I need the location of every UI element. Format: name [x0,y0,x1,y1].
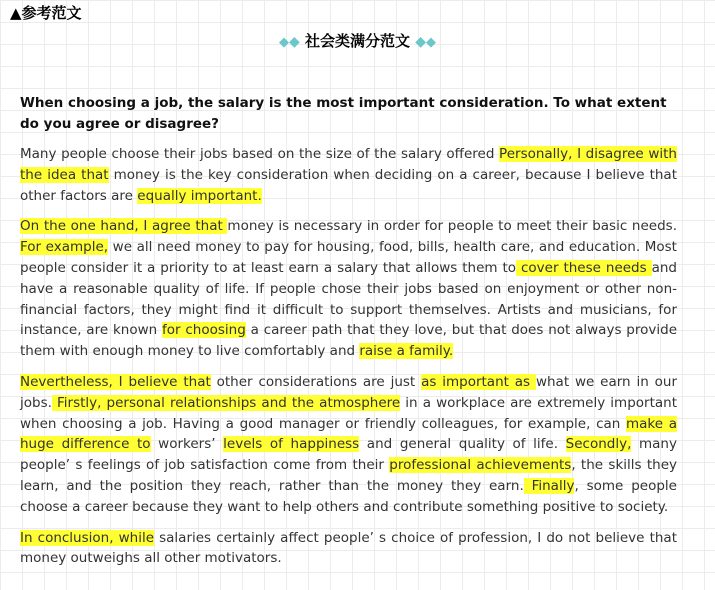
essay-paragraph [20,528,677,570]
highlighted-phrase: for choosing [162,322,246,339]
text-run: other considerations are just [210,373,422,390]
text-run: many people’ s feelings of job satisfaction come from their [20,436,677,474]
highlighted-phrase: Secondly, [565,436,632,453]
essay-paragraph [20,372,677,518]
essay-body [20,144,677,569]
text-run: we all need money to pay for housing, food, bills, health care, and education. Most people consider it a priority to at least earn a salary that allows them to [20,239,677,276]
highlighted-phrase: Finally [523,477,575,494]
highlighted-phrase: cover these needs [516,259,652,276]
text-run: and have a reasonable quality of life. If people chose their jobs based on enjoyment or other non-financial factors, they might find it difficult to support themselves. Artists and musicians, for instance, are known [20,259,677,339]
text-run: Many people choose their jobs based on the size of the salary offered [20,146,500,162]
text-run: and general quality of life. [359,436,566,453]
highlighted-phrase: equally important. [137,187,262,204]
text-run: what we earn in our jobs. [20,373,677,411]
essay-paragraph [20,216,677,362]
diamond-left-icon: ◆◆ [278,34,300,50]
highlighted-phrase: On the one hand, I agree that [20,218,228,235]
essay-paragraph [20,144,677,206]
text-run: , the skills they learn, and the position they reach, rather than the money they earn. [20,457,678,494]
highlighted-phrase: Nevertheless, I believe that [20,373,211,390]
diamond-right-icon: ◆◆ [415,34,437,50]
text-run: money is the key consideration when deciding on a career, because I believe that other factors are [20,166,677,204]
highlighted-phrase: In conclusion, while [20,529,155,546]
highlighted-phrase: For example, [20,239,109,256]
text-run: money is necessary in order for people to meet their basic needs. [227,218,677,235]
highlighted-phrase: raise a family. [359,343,454,360]
highlighted-phrase: levels of happiness [223,436,360,453]
essay-question: When choosing a job, the salary is the most important consideration. To what extent do you agree or disagree? [20,95,667,132]
text-run: a career path that they love, but that does not always provide them with enough money to live comfortably and [20,322,677,360]
text-run: salaries certainly affect people’ s choice of profession, I do not believe that money outweighs all other motivators. [20,529,677,567]
highlighted-phrase: as important as [421,373,536,390]
text-run: workers’ [150,436,224,453]
banner [0,30,715,51]
text-run: in a workplace are extremely important when choosing a job. Having a good manager or friendly colleagues, for example, can [20,394,677,432]
section-label: ▲参考范文 [10,4,82,22]
text-run: , some people choose a career because they want to help others and contribute something positive to society. [20,477,677,515]
essay [20,93,677,579]
highlighted-phrase: professional achievements [389,457,572,474]
banner-title: 社会类满分范文 [304,32,410,50]
highlighted-phrase: make a huge difference to [20,415,677,453]
highlighted-phrase: Firstly, personal relationships and the atmosphere [51,394,401,411]
highlighted-phrase: Personally, I disagree with the idea that [20,146,677,183]
